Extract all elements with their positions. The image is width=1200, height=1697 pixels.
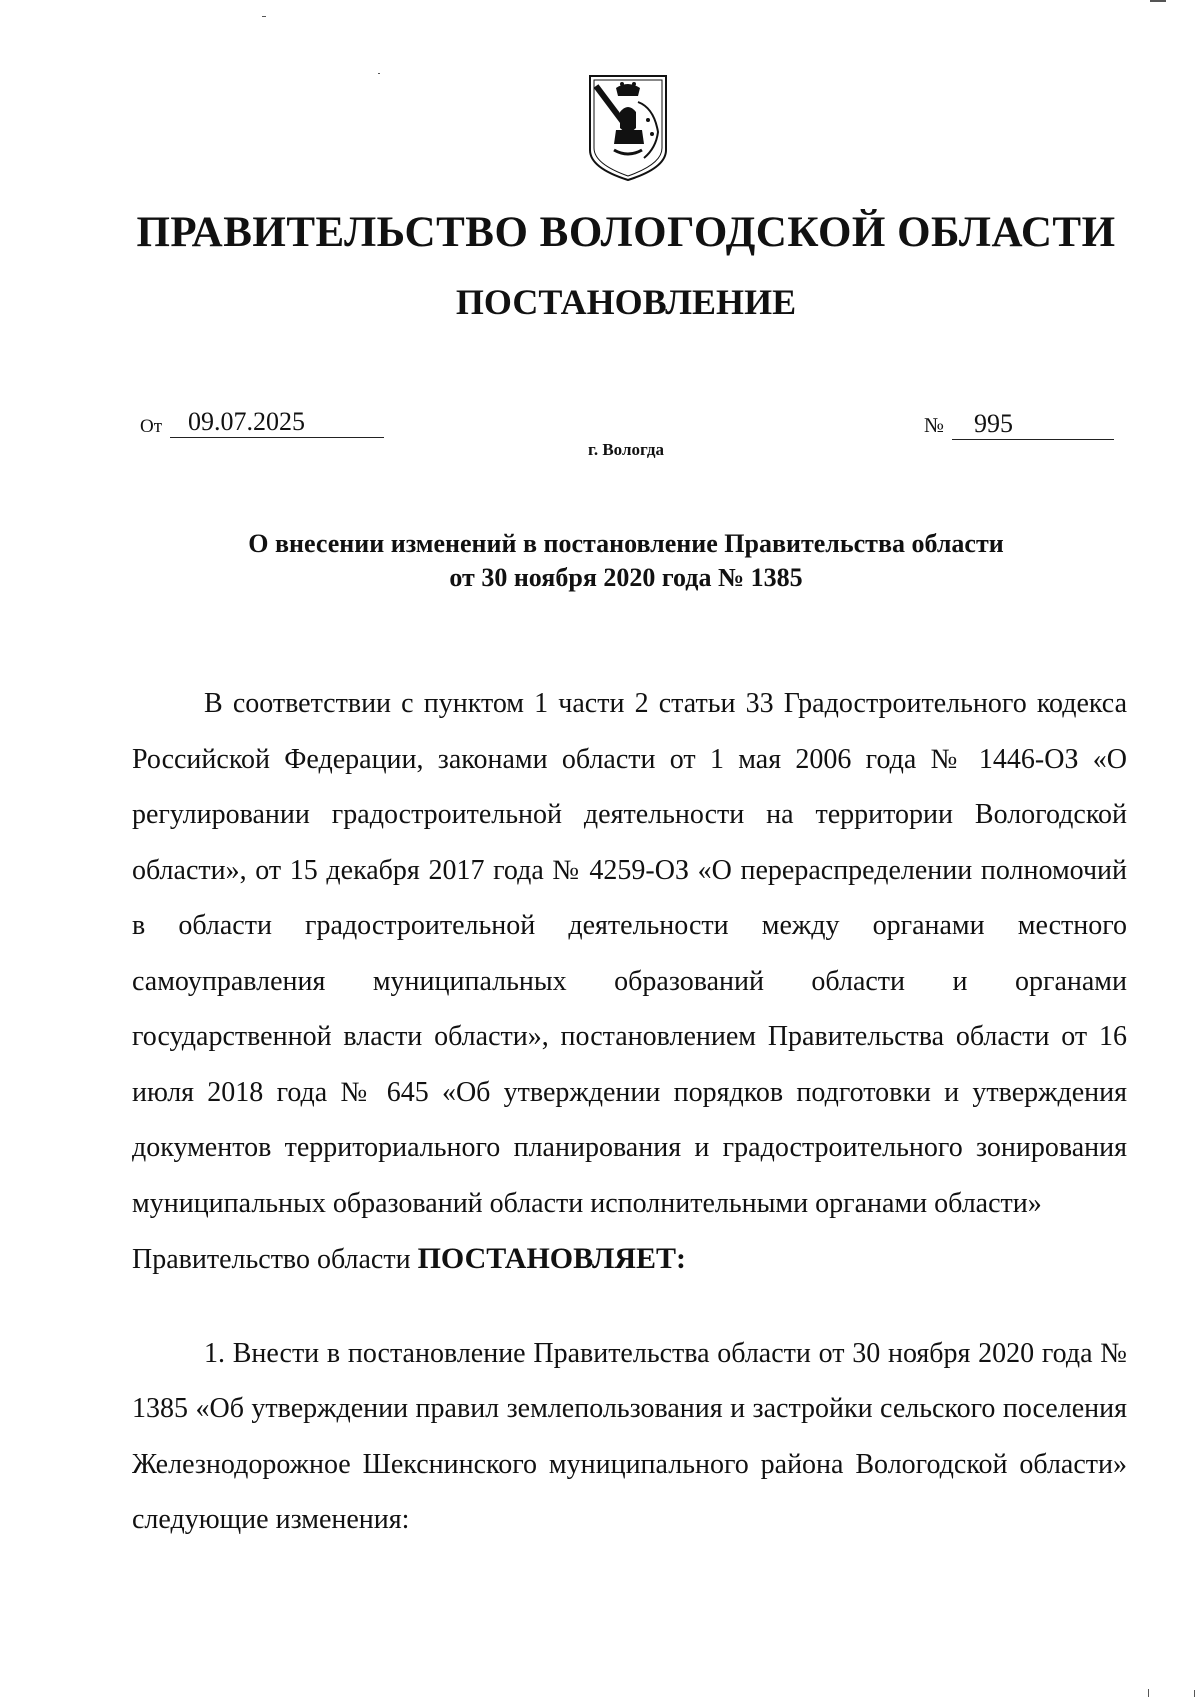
scan-mark [262, 16, 266, 17]
number-label: № [924, 413, 945, 437]
scan-mark [378, 73, 380, 74]
scan-mark [1150, 0, 1166, 2]
document-body [132, 676, 1127, 1548]
document-number [924, 409, 1114, 440]
document-subject [0, 527, 1200, 595]
date-value: 09.07.2025 [170, 407, 384, 438]
date-label: От [140, 416, 163, 437]
scan-mark [1194, 1690, 1195, 1697]
vologda-coat-of-arms-icon [586, 72, 670, 184]
document-date [140, 407, 384, 438]
issue-city: г. Вологда [588, 440, 664, 459]
decree-word: ПОСТАНОВЛЯЕТ: [417, 1242, 687, 1275]
organization-title: ПРАВИТЕЛЬСТВО ВОЛОГОДСКОЙ ОБЛАСТИ [136, 209, 1116, 256]
scan-mark [1148, 1689, 1149, 1697]
document-kind-title: ПОСТАНОВЛЕНИЕ [455, 282, 797, 322]
decree-prefix: Правительство области [132, 1244, 418, 1275]
decree-line [132, 1231, 1127, 1288]
paragraph-spacer [132, 1288, 1127, 1326]
subject-line-2: от 30 ноября 2020 года № 1385 [449, 563, 803, 592]
number-value: 995 [952, 409, 1114, 440]
preamble-paragraph: В соответствии с пунктом 1 части 2 статьи 33 Градостроительного кодекса Российской Федерации, законами области от 1 мая 2006 года № 1446-ОЗ «О регулировании градостроительной деятельности на территории Вологодской области», от 15 декабря 2017 года № 4259-ОЗ «О перераспределении полномочий в области градостроительной деятельности между органами местного самоуправления муниципальных образований области и органами государственной власти области», постановлением Правительства области от 16 июля 2018 года № 645 «Об утверждении порядков подготовки и утверждения документов территориального планирования и градостроительного зонирования муниципальных образований области исполнительными органами области» [132, 688, 1127, 1219]
item-1-paragraph: 1. Внести в постановление Правительства области от 30 ноября 2020 года № 1385 «Об утверждении правил землепользования и застройки сельского поселения Железнодорожное Шекснинского муниципального района Вологодской области» следующие изменения: [132, 1337, 1127, 1535]
subject-line-1: О внесении изменений в постановление Правительства области [248, 529, 1004, 558]
